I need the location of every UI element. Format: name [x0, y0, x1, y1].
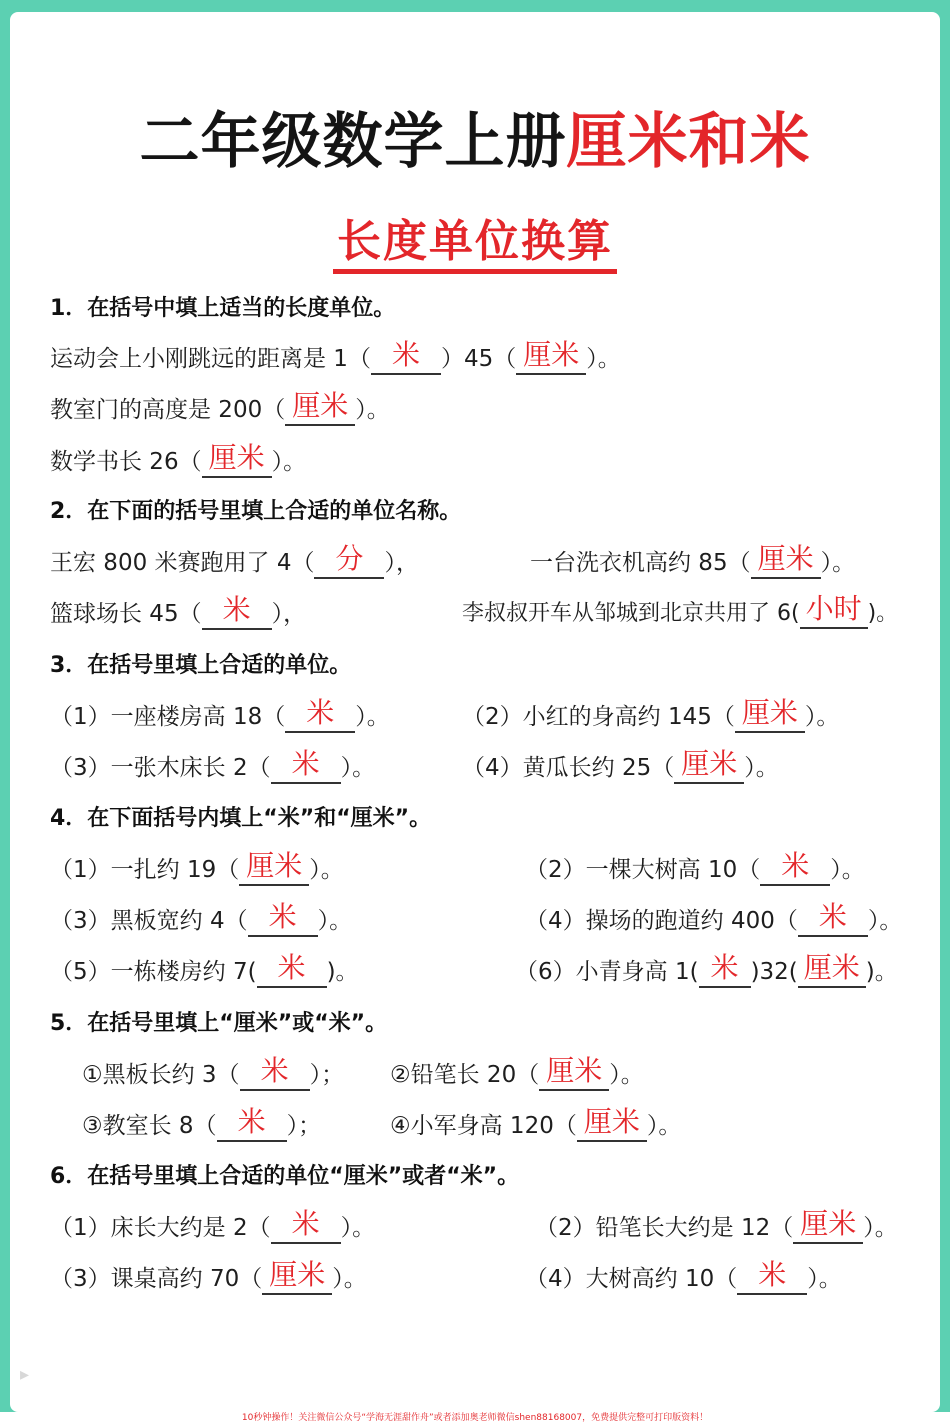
s4-question-1: （1）一扎约 19（ 厘米 ）。 — [50, 848, 344, 892]
s5-question-3: ③教室长 8（ 米 ）； — [82, 1104, 321, 1148]
answer-blank: 厘米 — [577, 1106, 647, 1142]
s2-question-d: 李叔叔开车从邹城到北京共用了 6( 小时 )。 — [462, 592, 898, 636]
s6-question-3: （3）课桌高约 70（ 厘米 ）。 — [50, 1257, 367, 1301]
s4-question-3: （3）黑板宽约 4（ 米 ）。 — [50, 899, 352, 943]
answer-blank: 厘米 — [793, 1208, 863, 1244]
section-2-heading: 2．在下面的括号里填上合适的单位名称。 — [50, 499, 462, 524]
section-3-heading: 3．在括号里填上合适的单位。 — [50, 653, 352, 678]
answer-blank: 米 — [240, 1055, 310, 1091]
s5-question-1: ①黑板长约 3（ 米 ）； — [82, 1053, 344, 1097]
section-4-heading: 4．在下面括号内填上“米”和“厘米”。 — [50, 806, 432, 831]
answer-blank: 米 — [257, 952, 327, 988]
answer-blank: 小时 — [800, 593, 868, 629]
s3-question-3: （3）一张木床长 2（ 米 ）。 — [50, 746, 375, 790]
s4-question-6: （6）小青身高 1( 米 )32( 厘米 )。 — [515, 950, 898, 994]
s1-question-1: 运动会上小刚跳远的距离是 1（ 米 ）45（ 厘米 ）。 — [50, 337, 621, 381]
answer-blank: 米 — [760, 850, 830, 886]
answer-blank: 米 — [202, 594, 272, 630]
answer-blank: 分 — [314, 543, 384, 579]
answer-blank: 米 — [737, 1259, 807, 1295]
section-6-heading: 6．在括号里填上合适的单位“厘米”或者“米”。 — [50, 1164, 520, 1189]
s6-question-1: （1）床长大约是 2（ 米 ）。 — [50, 1206, 375, 1250]
section-1-heading: 1．在括号中填上适当的长度单位。 — [50, 296, 396, 321]
answer-blank: 厘米 — [516, 339, 586, 375]
s2-question-c: 篮球场长 45（ 米 ）， — [50, 592, 306, 636]
answer-blank: 厘米 — [751, 543, 821, 579]
s4-question-4: （4）操场的跑道约 400（ 米 ）。 — [525, 899, 902, 943]
answer-blank: 米 — [699, 952, 751, 988]
answer-blank: 厘米 — [539, 1055, 609, 1091]
title-red: 厘米和米 — [566, 107, 811, 177]
answer-blank: 米 — [248, 901, 318, 937]
s4-question-2: （2）一棵大树高 10（ 米 ）。 — [525, 848, 865, 892]
answer-blank: 米 — [271, 1208, 341, 1244]
answer-blank: 米 — [217, 1106, 287, 1142]
s2-question-a: 王宏 800 米赛跑用了 4（ 分 ）， — [50, 541, 419, 585]
answer-blank: 米 — [798, 901, 868, 937]
answer-blank: 厘米 — [735, 697, 805, 733]
page-subtitle: 长度单位换算 — [10, 205, 940, 269]
answer-blank: 米 — [285, 697, 355, 733]
page-title — [10, 94, 940, 180]
s6-question-2: （2）铅笔长大约是 12（ 厘米 ）。 — [535, 1206, 898, 1250]
worksheet — [10, 12, 940, 1412]
title-black: 二年级数学上册 — [139, 107, 567, 177]
s1-question-2: 教室门的高度是 200（ 厘米 ）。 — [50, 388, 390, 432]
answer-blank: 厘米 — [202, 442, 272, 478]
answer-blank: 厘米 — [239, 850, 309, 886]
footer-note: 10秒钟操作！关注微信公众号“学海无涯甜作舟”或者添加奥老师微信shen88168007，免费提供完整可打印版资料！ — [0, 1412, 950, 1425]
answer-blank: 厘米 — [674, 748, 744, 784]
answer-blank: 厘米 — [798, 952, 866, 988]
watermark-mark: ▸ — [20, 1364, 30, 1385]
s4-question-5: （5）一栋楼房约 7( 米 )。 — [50, 950, 359, 994]
answer-blank: 米 — [271, 748, 341, 784]
s3-question-2: （2）小红的身高约 145（ 厘米 ）。 — [462, 695, 839, 739]
answer-blank: 厘米 — [285, 390, 355, 426]
s5-question-4: ④小军身高 120（ 厘米 ）。 — [390, 1104, 681, 1148]
s2-question-b: 一台洗衣机高约 85（ 厘米 ）。 — [530, 541, 855, 585]
s5-question-2: ②铅笔长 20（ 厘米 ）。 — [390, 1053, 644, 1097]
s6-question-4: （4）大树高约 10（ 米 ）。 — [525, 1257, 842, 1301]
answer-blank: 米 — [371, 339, 441, 375]
s3-question-1: （1）一座楼房高 18（ 米 ）。 — [50, 695, 390, 739]
s3-question-4: （4）黄瓜长约 25（ 厘米 ）。 — [462, 746, 779, 790]
answer-blank: 厘米 — [262, 1259, 332, 1295]
section-5-heading: 5．在括号里填上“厘米”或“米”。 — [50, 1011, 388, 1036]
s1-question-3: 数学书长 26（ 厘米 ）。 — [50, 440, 306, 484]
